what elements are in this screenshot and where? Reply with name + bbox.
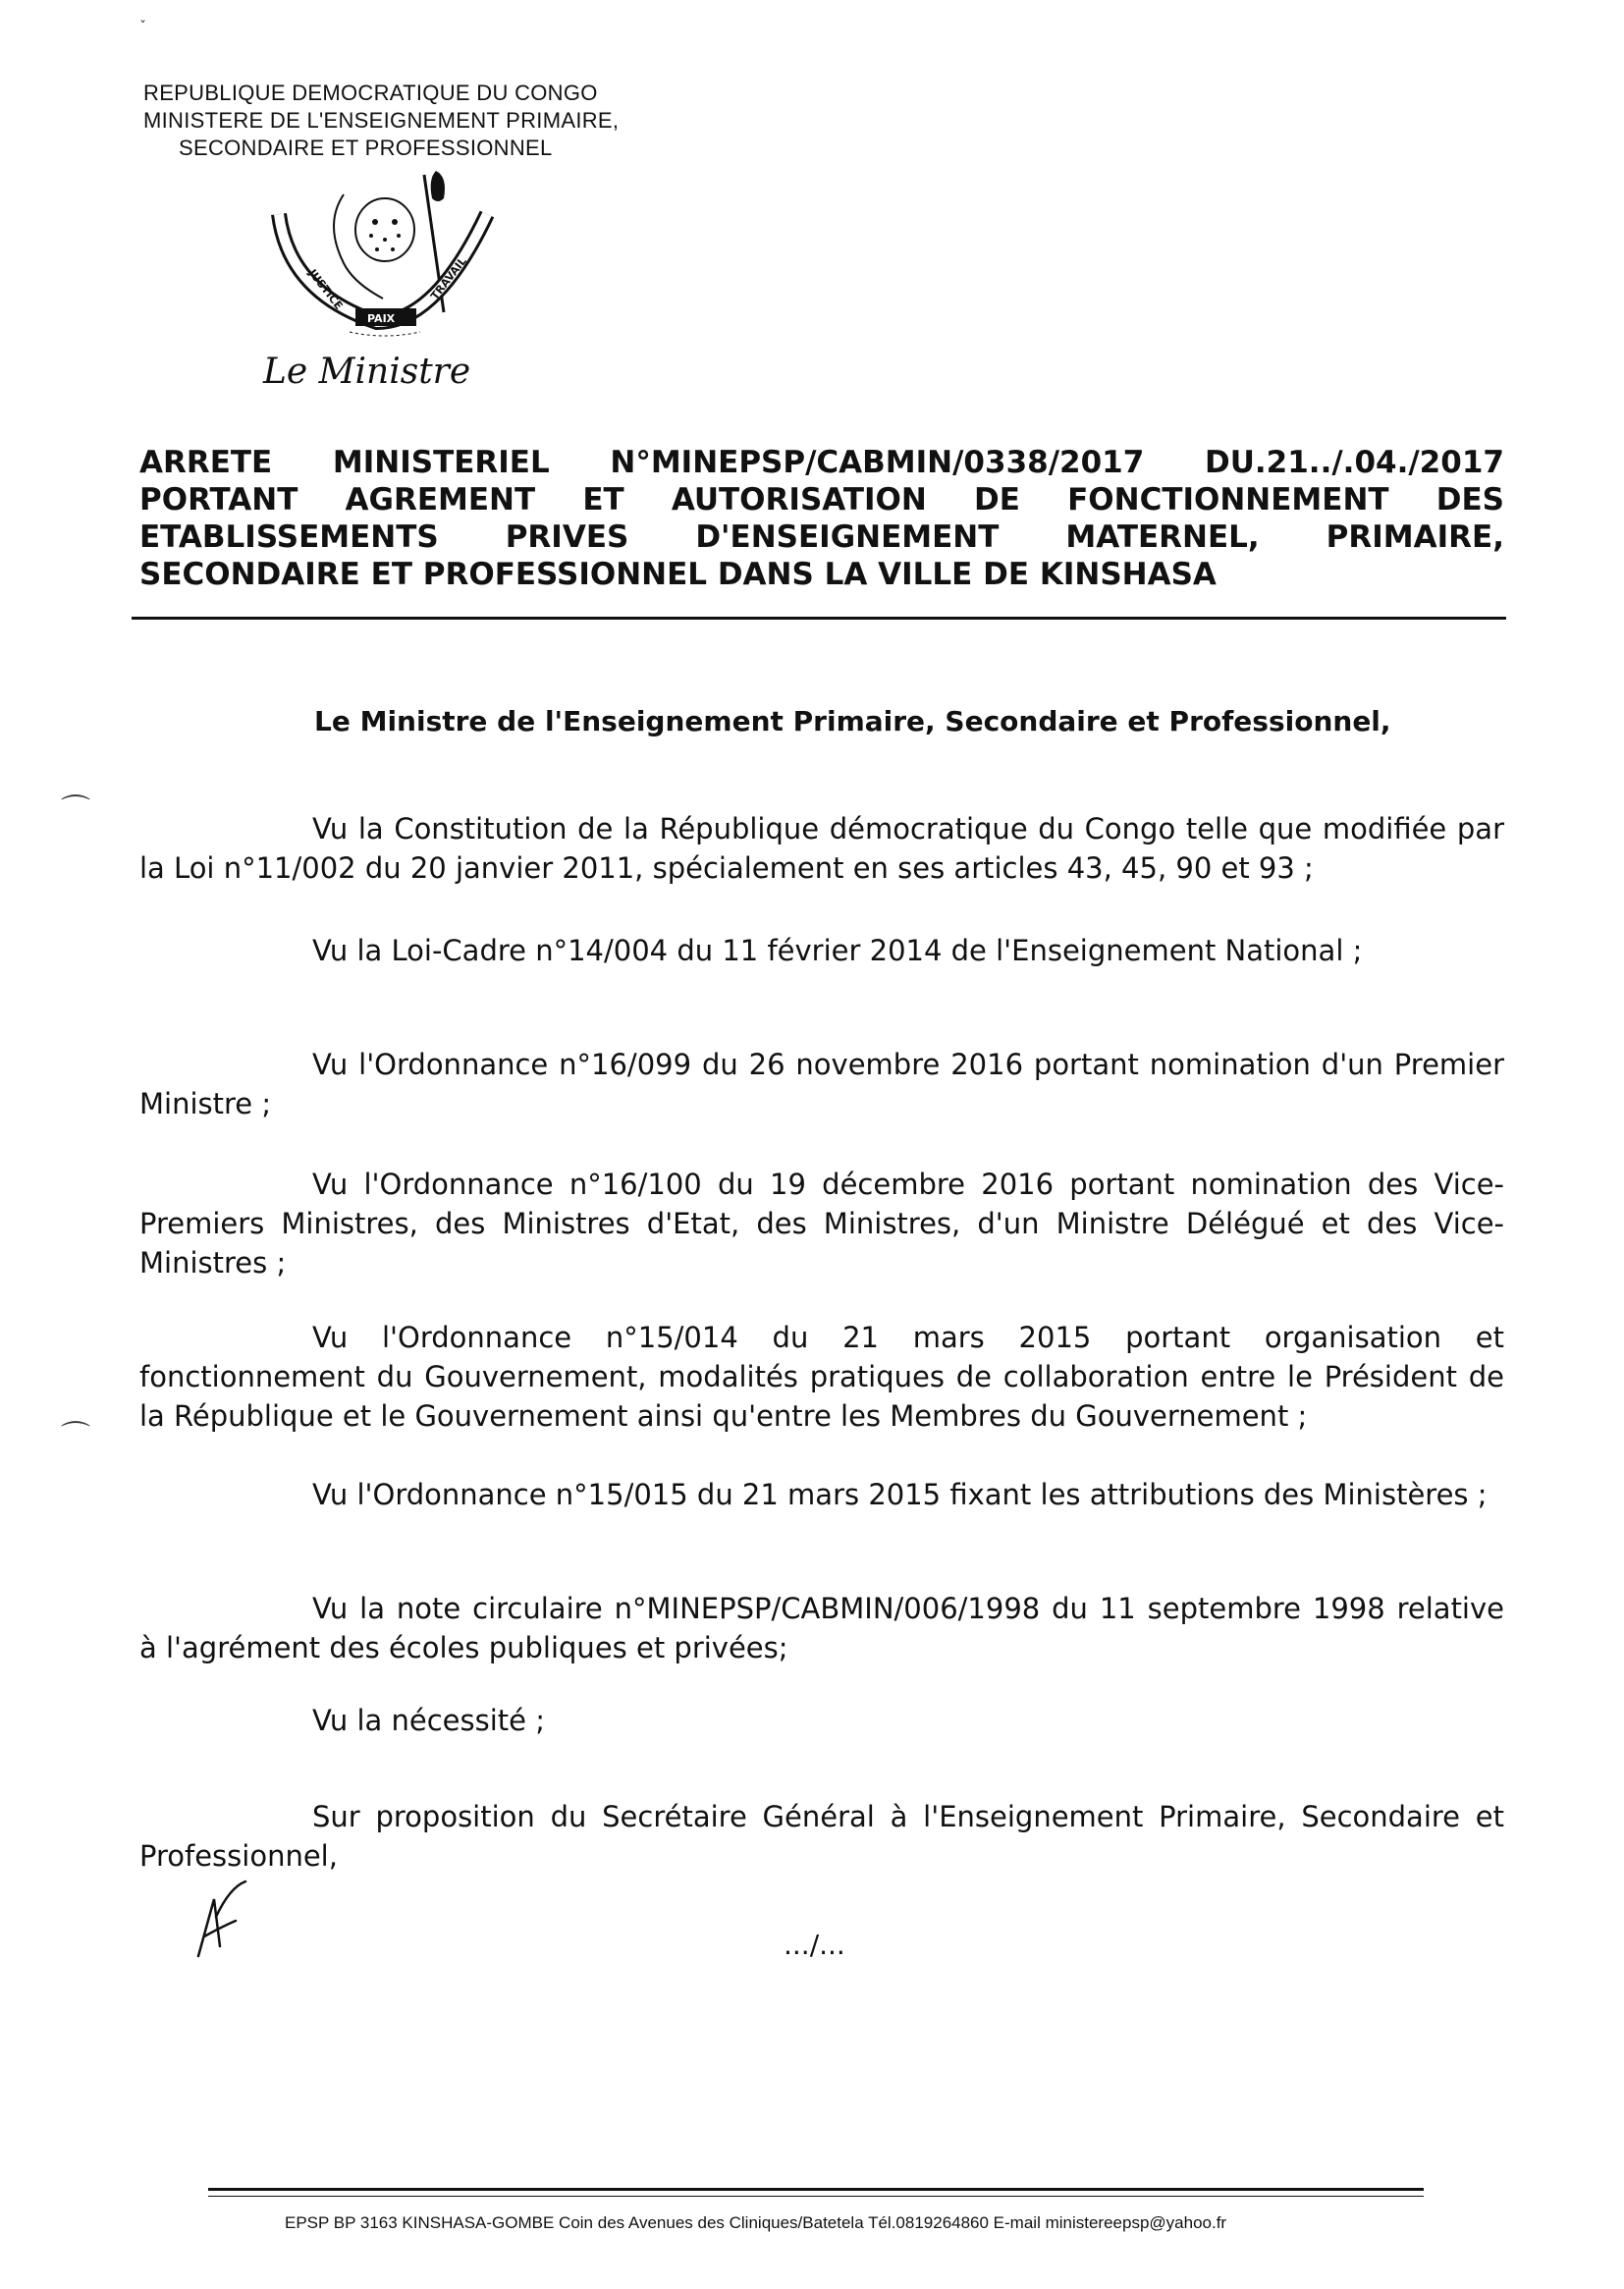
footer-rule: [208, 2188, 1424, 2191]
margin-mark: ⌒: [61, 1420, 90, 1454]
motto-paix: PAIX: [367, 312, 396, 325]
title-row-4: SECONDAIRE ET PROFESSIONNEL DANS LA VILLE DE KINSHASA: [139, 557, 1217, 592]
decree-title: [139, 444, 1504, 593]
margin-mark: ⌒: [61, 793, 90, 828]
title-underline: [132, 617, 1506, 620]
paragraph-loi-cadre: Vu la Loi-Cadre n°14/004 du 11 février 2014 de l'Enseignement National ;: [312, 934, 1363, 967]
coat-of-arms-icon: [261, 165, 507, 340]
signatory-title: Le Ministre: [263, 352, 471, 392]
header-ministry: MINISTERE DE L'ENSEIGNEMENT PRIMAIRE,: [143, 108, 620, 133]
paragraph-ordonnance-16-099: Vu l'Ordonnance n°16/099 du 26 novembre 2016 portant nomination d'un Premier Ministre ;: [139, 1048, 1504, 1120]
paragraph-ordonnance-16-100: Vu l'Ordonnance n°16/100 du 19 décembre 2016 portant nomination des Vice-Premiers Ministres, des Ministres d'Etat, des Ministres, d'un Ministre Délégué et des Vice-Ministres ;: [139, 1168, 1504, 1280]
header-country: REPUBLIQUE DEMOCRATIQUE DU CONGO: [143, 81, 598, 105]
footer-address: EPSP BP 3163 KINSHASA-GOMBE Coin des Avenues des Cliniques/Batetela Tél.0819264860 E-mail ministereepsp@yahoo.fr: [285, 2213, 1227, 2232]
paragraph-constitution: Vu la Constitution de la République démocratique du Congo telle que modifiée par la Loi n°11/002 du 20 janvier 2011, spécialement en ses articles 43, 45, 90 et 93 ;: [139, 812, 1504, 885]
paragraph-proposition: Sur proposition du Secrétaire Général à l'Enseignement Primaire, Secondaire et Professionnel,: [139, 1800, 1504, 1873]
header-ministry-cont: SECONDAIRE ET PROFESSIONNEL: [179, 136, 553, 160]
title-row-2: PORTANT AGREMENT ET AUTORISATION DE FONCTIONNEMENT DES: [139, 482, 1504, 518]
title-row-1: ARRETE MINISTERIEL N°MINEPSP/CABMIN/0338/2017 DU.21../.04./2017: [139, 445, 1504, 480]
margin-mark: ˇ: [139, 20, 146, 35]
motto-justice: JUSTICE: [305, 266, 346, 312]
continuation-mark: .../...: [784, 1929, 845, 1961]
paragraph-note-circulaire: Vu la note circulaire n°MINEPSP/CABMIN/006/1998 du 11 septembre 1998 relative à l'agrément des écoles publiques et privées;: [139, 1592, 1504, 1664]
paragraph-ordonnance-15-015: Vu l'Ordonnance n°15/015 du 21 mars 2015 fixant les attributions des Ministères ;: [312, 1478, 1488, 1511]
paragraph-ordonnance-15-014: Vu l'Ordonnance n°15/014 du 21 mars 2015 portant organisation et fonctionnement du Gouvernement, modalités pratiques de collaboration entre le Président de la République et le Gouvernement ainsi qu'entre les Membres du Gouvernement ;: [139, 1321, 1504, 1433]
paragraph-necessite: Vu la nécessité ;: [312, 1704, 545, 1737]
motto-travail: TRAVAIL: [428, 254, 469, 302]
handwritten-initial-icon: [187, 1878, 255, 1966]
footer-rule-thin: [208, 2196, 1424, 2197]
minister-heading: Le Ministre de l'Enseignement Primaire, Secondaire et Professionnel,: [314, 705, 1391, 737]
title-row-3: ETABLISSEMENTS PRIVES D'ENSEIGNEMENT MATERNEL, PRIMAIRE,: [139, 519, 1504, 555]
